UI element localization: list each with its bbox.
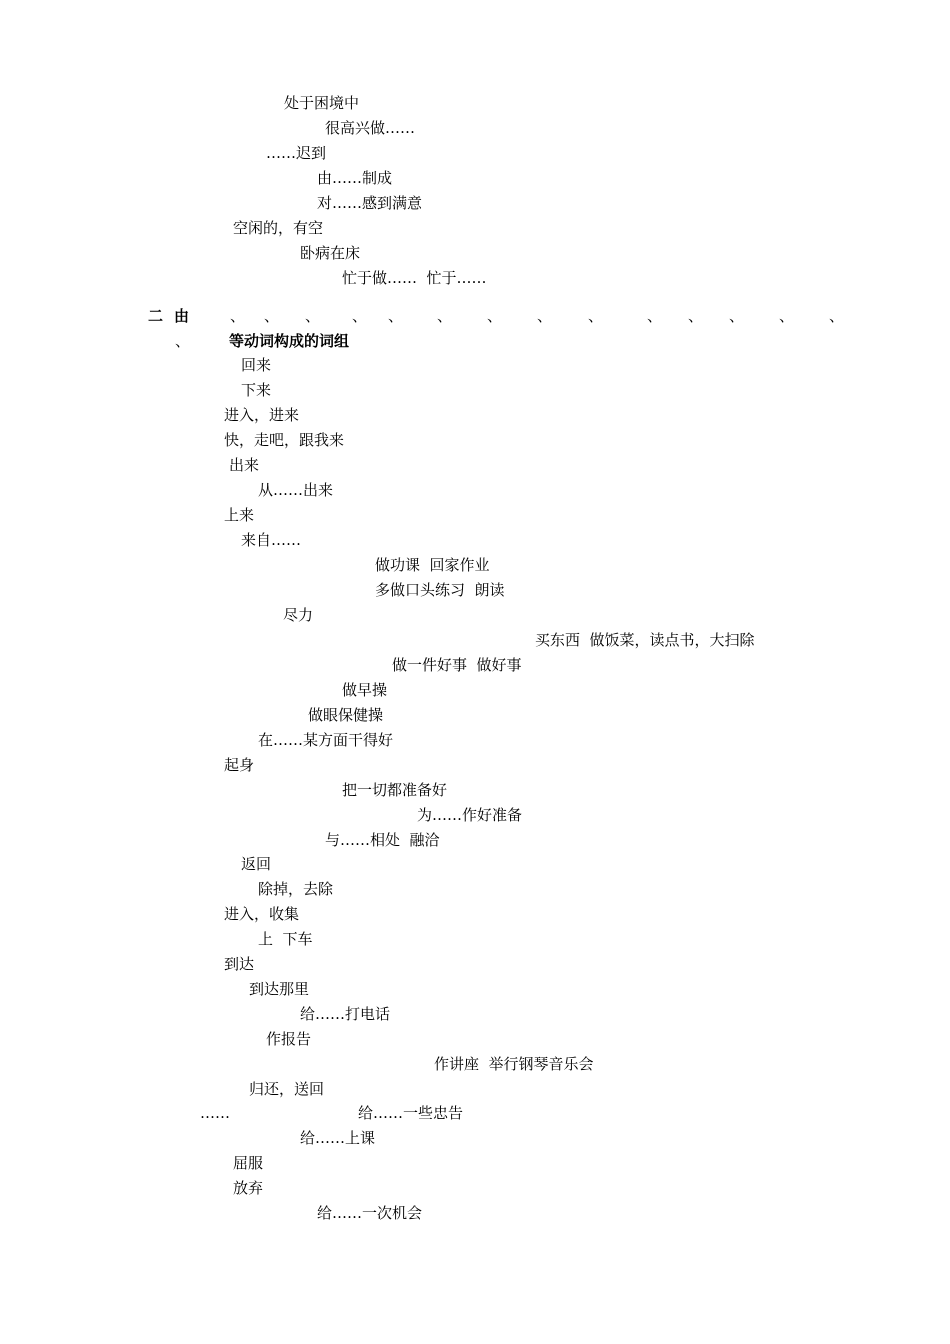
enumeration-separator: 、 (779, 307, 795, 325)
enumeration-separator: 、 (647, 307, 663, 325)
phrase-line: 做早操 (342, 681, 388, 699)
phrase-line: 给……打电话 (300, 1005, 391, 1023)
phrase-line: 对……感到满意 (317, 194, 423, 212)
enumeration-separator: 、 (729, 307, 745, 325)
phrase-line: 做眼保健操 (308, 706, 384, 724)
phrase-line: 回来 (241, 356, 272, 374)
phrase-line: 进入，进来 (224, 406, 300, 424)
phrase-line: 除掉，去除 (258, 880, 334, 898)
enumeration-separator: 、 (352, 307, 368, 325)
phrase-line: 放弃 (233, 1179, 264, 1197)
phrase-line: 作讲座 举行钢琴音乐会 (434, 1055, 594, 1073)
phrase-line: 给……一些忠告 (358, 1104, 464, 1122)
enumeration-separator: 、 (588, 307, 604, 325)
enumeration-separator: 、 (264, 307, 280, 325)
phrase-line: 起身 (224, 756, 255, 774)
phrase-line: 返回 (241, 855, 272, 873)
enumeration-separator: 、 (175, 332, 191, 350)
phrase-line: 进入，收集 (224, 905, 300, 923)
phrase-line: 在……某方面干得好 (258, 731, 394, 749)
phrase-line: 上 下车 (258, 930, 313, 948)
phrase-line: 下来 (241, 381, 272, 399)
phrase-line: 出来 (229, 456, 260, 474)
phrase-line: 快，走吧，跟我来 (224, 431, 345, 449)
phrase-line: 卧病在床 (300, 244, 361, 262)
enumeration-separator: 、 (829, 307, 845, 325)
phrase-line: 归还，送回 (249, 1080, 325, 1098)
phrase-line: 很高兴做…… (325, 119, 416, 137)
phrase-line: 买东西 做饭菜，读点书，大扫除 (535, 631, 755, 649)
section-number: 二 (148, 307, 164, 325)
enumeration-separator: 、 (305, 307, 321, 325)
phrase-line: 处于困境中 (284, 94, 360, 112)
phrase-line: 给……一次机会 (317, 1204, 423, 1222)
phrase-line: 从……出来 (258, 481, 334, 499)
enumeration-separator: 、 (537, 307, 553, 325)
phrase-line: …… (200, 1104, 230, 1122)
phrase-line: 空闲的，有空 (233, 219, 324, 237)
phrase-line: 尽力 (283, 606, 314, 624)
phrase-line: 来自…… (241, 531, 302, 549)
phrase-line: 与……相处 融洽 (325, 831, 440, 849)
enumeration-separator: 、 (487, 307, 503, 325)
enumeration-separator: 、 (688, 307, 704, 325)
phrase-line: 为……作好准备 (417, 806, 523, 824)
phrase-line: 给……上课 (300, 1129, 376, 1147)
enumeration-separator: 、 (437, 307, 453, 325)
phrase-line: 做功课 回家作业 (375, 556, 490, 574)
phrase-line: 作报告 (266, 1030, 312, 1048)
phrase-line: 上来 (224, 506, 255, 524)
phrase-line: 做一件好事 做好事 (392, 656, 522, 674)
section-lead-word: 由 (174, 307, 190, 325)
enumeration-separator: 、 (230, 307, 246, 325)
phrase-line: 到达 (224, 955, 255, 973)
section-heading: 等动词构成的词组 (229, 332, 350, 350)
phrase-line: 忙于做…… 忙于…… (342, 269, 487, 287)
phrase-line: ……迟到 (266, 144, 327, 162)
phrase-line: 把一切都准备好 (342, 781, 448, 799)
phrase-line: 到达那里 (249, 980, 310, 998)
enumeration-separator: 、 (388, 307, 404, 325)
phrase-line: 多做口头练习 朗读 (375, 581, 505, 599)
phrase-line: 由……制成 (317, 169, 393, 187)
phrase-line: 屈服 (233, 1154, 264, 1172)
